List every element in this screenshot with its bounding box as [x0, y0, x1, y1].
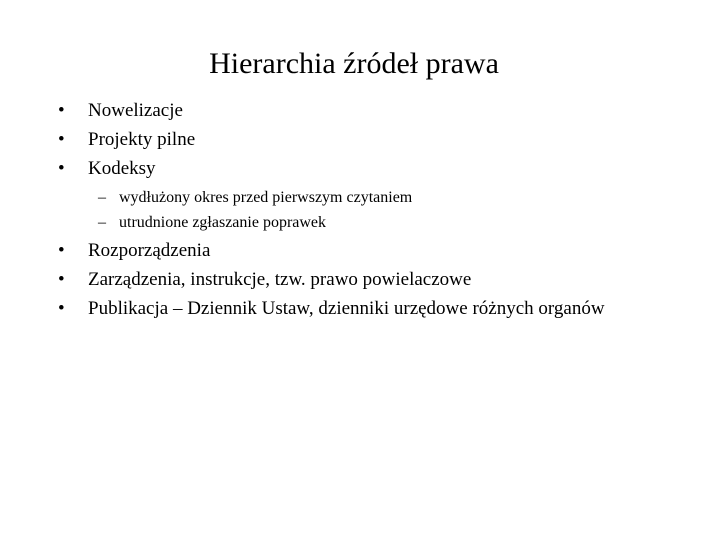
slide-title: Hierarchia źródeł prawa [209, 47, 499, 80]
bullet-text: Publikacja – Dziennik Ustaw, dzienniki urzędowe różnych organów [88, 298, 605, 319]
bullet-icon: • [58, 298, 65, 319]
bullet-text: Projekty pilne [88, 129, 196, 150]
sub-bullet-text: wydłużony okres przed pierwszym czytaniem [119, 189, 413, 206]
bullet-text: Zarządzenia, instrukcje, tzw. prawo powielaczowe [88, 269, 472, 290]
dash-icon: – [98, 189, 106, 206]
sub-bullet-item [98, 210, 708, 235]
bullet-item-kodeksy [58, 154, 708, 236]
sub-bullet-item [98, 185, 708, 210]
bullet-item-zarzadzenia [58, 265, 708, 294]
bullet-list [58, 96, 708, 323]
bullet-icon: • [58, 158, 65, 179]
bullet-icon: • [58, 269, 65, 290]
bullet-icon: • [58, 100, 65, 121]
bullet-icon: • [58, 240, 65, 261]
sub-bullet-text: utrudnione zgłaszanie poprawek [119, 214, 327, 231]
bullet-text: Nowelizacje [88, 100, 183, 121]
bullet-item-projekty-pilne [58, 125, 708, 154]
bullet-text: Kodeksy [88, 158, 156, 179]
dash-icon: – [98, 214, 106, 231]
sub-bullet-list [88, 185, 708, 235]
bullet-item-rozporzadzenia [58, 236, 708, 265]
bullet-item-publikacja [58, 294, 708, 323]
bullet-icon: • [58, 129, 65, 150]
bullet-text: Rozporządzenia [88, 240, 211, 261]
bullet-item-nowelizacje [58, 96, 708, 125]
